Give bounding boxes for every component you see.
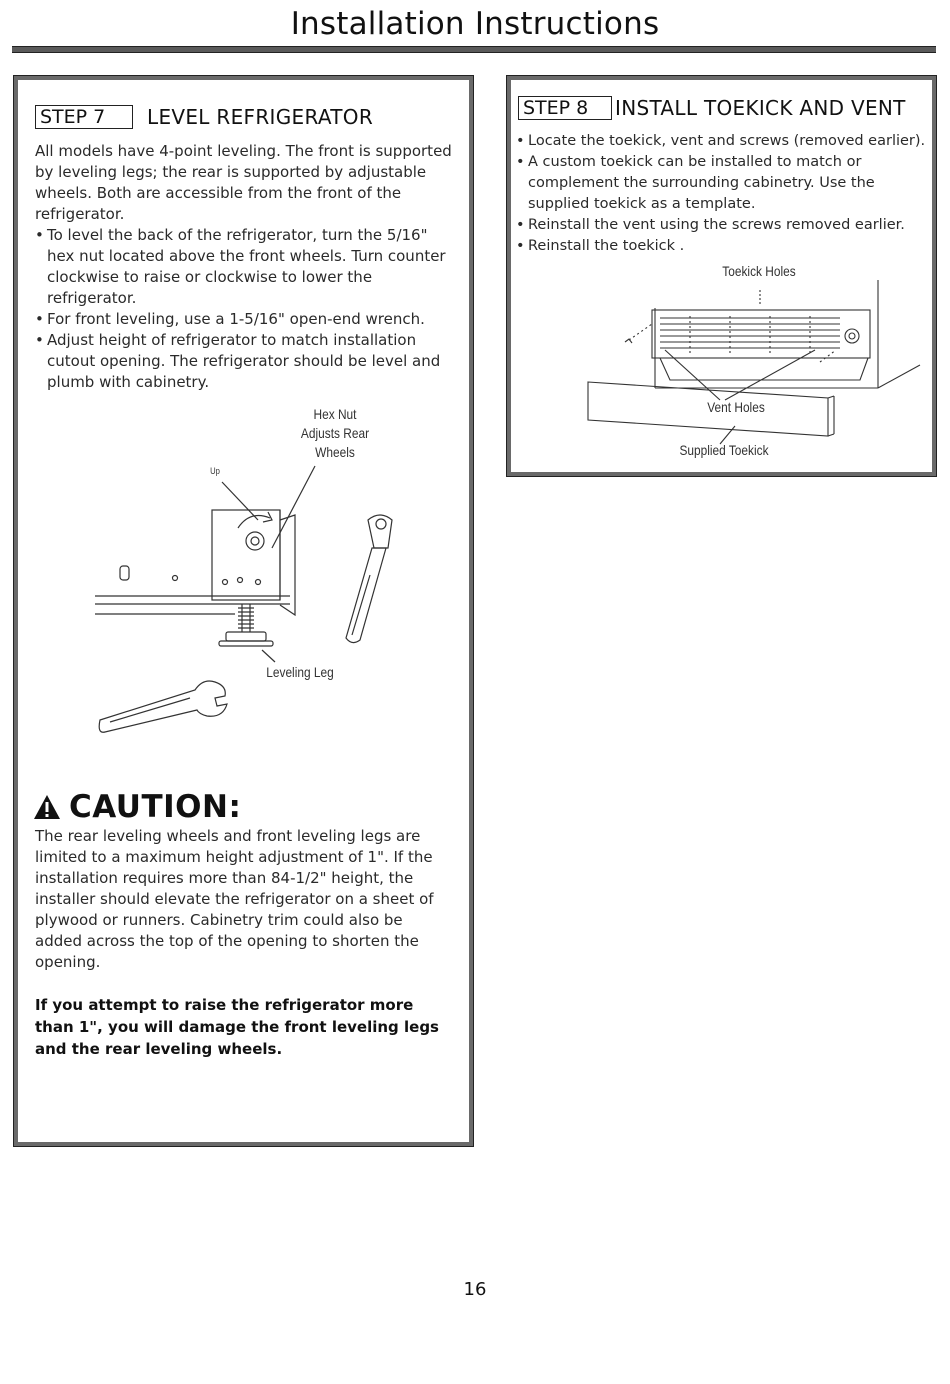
caution-title: CAUTION: bbox=[69, 789, 242, 825]
list-item: • Adjust height of refrigerator to match installation cutout opening. The refrigerator should be level and plumb with cabinetry. bbox=[35, 330, 455, 393]
leveling-leg-caption: Leveling Leg bbox=[266, 664, 334, 680]
page-title: Installation Instructions bbox=[290, 6, 660, 42]
list-item: • To level the back of the refrigerator, turn the 5/16" hex nut located above the front wheels. Turn counter clockwise to raise or clockwise to lower the refrigerator. bbox=[35, 225, 455, 309]
list-item: • A custom toekick can be installed to match or complement the surrounding cabinetry. Use the supplied toekick as a template. bbox=[516, 152, 934, 215]
up-label: Up bbox=[210, 466, 220, 476]
toekick-holes-caption: Toekick Holes bbox=[722, 263, 796, 279]
caution-warning: If you attempt to raise the refrigerator more than 1", you will damage the front leveling legs and the rear leveling wheels. bbox=[35, 996, 439, 1058]
caption-line: Adjusts Rear bbox=[300, 425, 370, 441]
step-7-intro: All models have 4-point leveling. The front is supported by leveling legs; the rear is supported by adjustable wheels. Both are accessible from the front of the refrigerator. bbox=[35, 142, 452, 223]
list-item: • Reinstall the toekick . bbox=[516, 236, 934, 257]
supplied-toekick-caption: Supplied Toekick bbox=[679, 442, 769, 458]
step-8-label: STEP 8 bbox=[518, 96, 612, 120]
step-7-title: LEVEL REFRIGERATOR bbox=[147, 105, 374, 129]
step-8-title: INSTALL TOEKICK AND VENT bbox=[615, 96, 906, 120]
vent-holes-caption: Vent Holes bbox=[707, 399, 765, 415]
list-item: • Reinstall the vent using the screws removed earlier. bbox=[516, 215, 934, 236]
page-number: 16 bbox=[463, 1279, 487, 1300]
list-item: • For front leveling, use a 1-5/16" open-end wrench. bbox=[35, 309, 455, 330]
step-7-label: STEP 7 bbox=[35, 105, 133, 129]
caption-line: Wheels bbox=[315, 444, 355, 460]
caption-line: Hex Nut bbox=[313, 406, 357, 422]
list-item: • Locate the toekick, vent and screws (removed earlier). bbox=[516, 131, 934, 152]
caution-text: The rear leveling wheels and front leveling legs are limited to a maximum height adjustment of 1". If the installation requires more than 84-1/2" height, the installer should elevate the refrigerator on a sheet of plywood or runners. Cabinetry trim could also be added across the top of the opening to shorten the opening. bbox=[35, 827, 434, 971]
